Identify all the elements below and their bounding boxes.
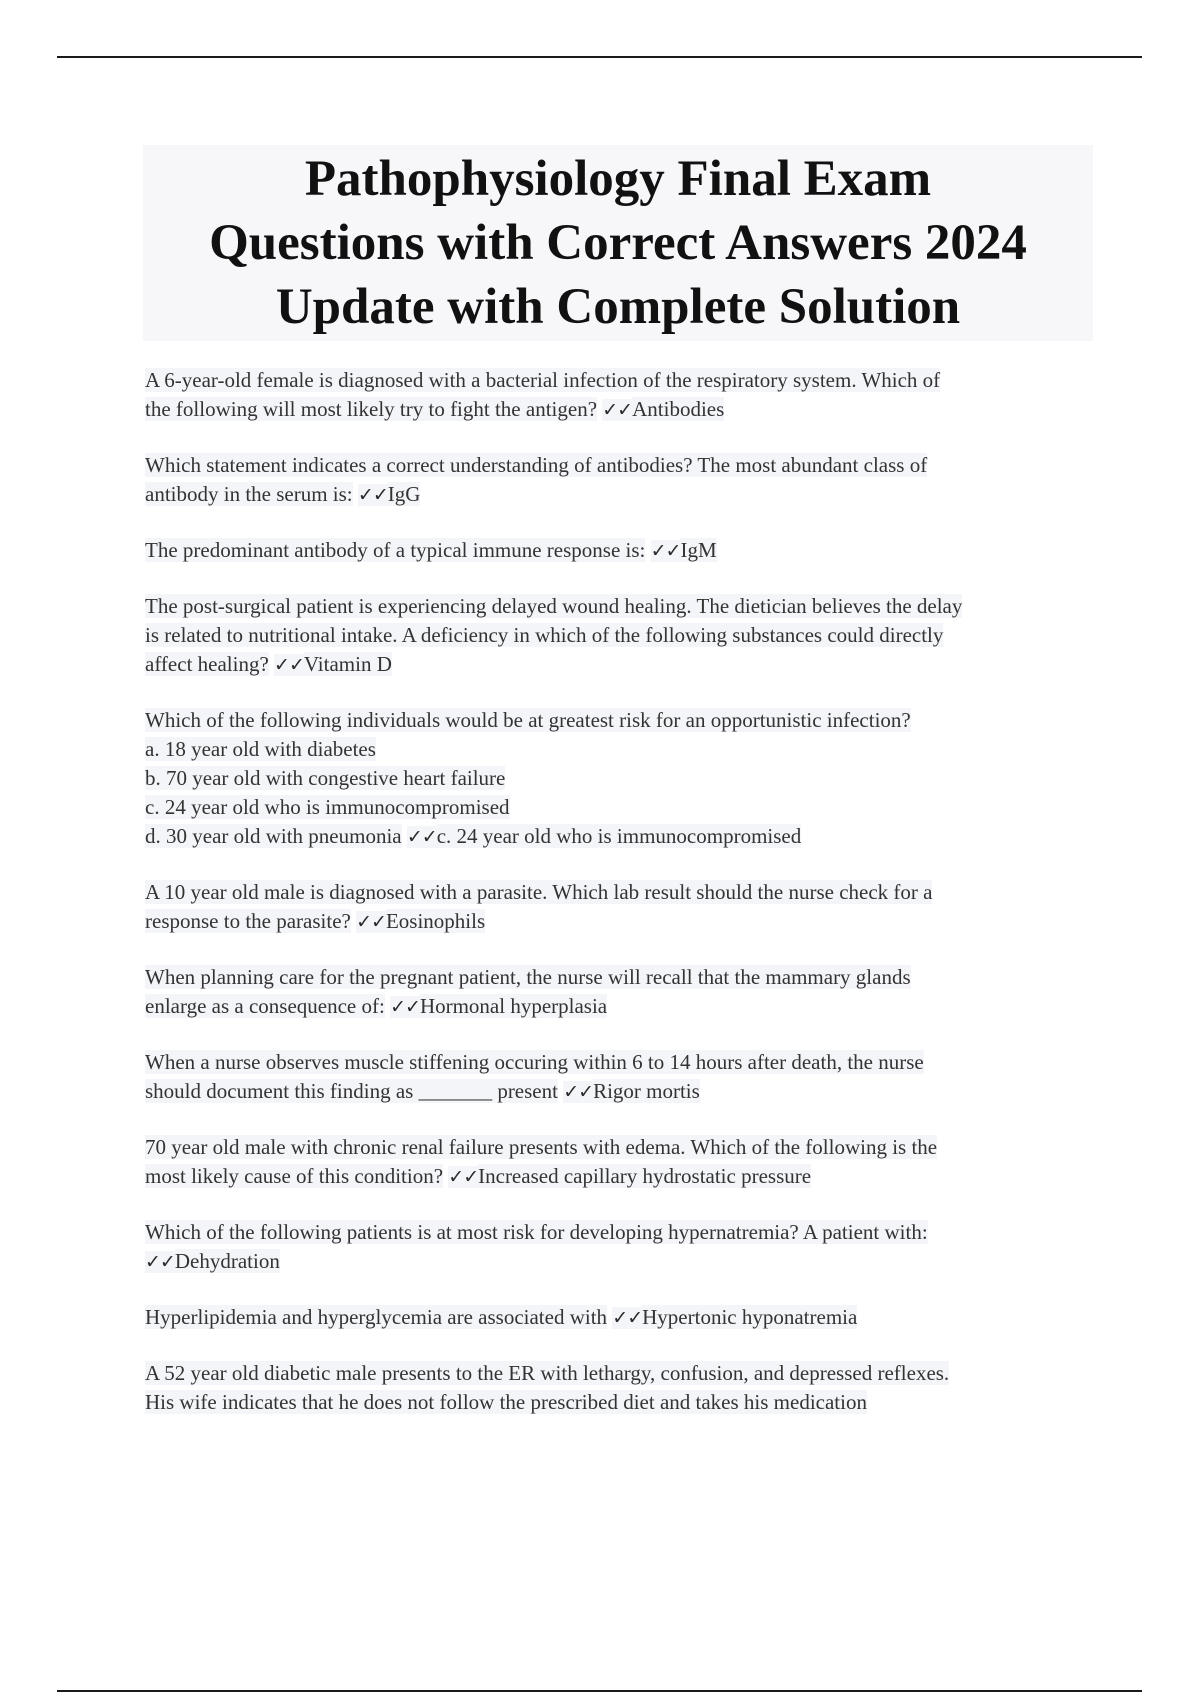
- question-line: [145, 1247, 1105, 1277]
- question-line: [145, 735, 1105, 764]
- answer-text: Rigor mortis: [593, 1079, 700, 1103]
- question-item: [145, 1303, 1105, 1333]
- answer-text: Hypertonic hyponatremia: [642, 1305, 858, 1329]
- question-line: [145, 1218, 1105, 1247]
- question-text: The predominant antibody of a typical immune response is:: [145, 538, 646, 562]
- question-line: [145, 878, 1105, 907]
- question-text: the following will most likely try to fight the antigen?: [145, 397, 598, 421]
- question-line: [145, 1133, 1105, 1162]
- answer-text: Vitamin D: [303, 652, 392, 676]
- title-line-2: Questions with Correct Answers 2024: [209, 215, 1027, 271]
- question-line: [145, 366, 1105, 395]
- answer-text: c. 24 year old who is immunocompromised: [436, 824, 802, 848]
- answer-text: Hormonal hyperplasia: [419, 994, 608, 1018]
- question-line: [145, 1077, 1105, 1107]
- check-icon: ✓✓: [650, 540, 681, 562]
- answer-text: Eosinophils: [385, 909, 486, 933]
- question-text: When a nurse observes muscle stiffening occuring within 6 to 14 hours after death, the nurse: [145, 1050, 924, 1074]
- question-item: [145, 366, 1105, 425]
- check-icon: ✓✓: [356, 911, 386, 933]
- check-icon: ✓✓: [406, 826, 437, 848]
- question-line: [145, 650, 1105, 680]
- question-line: [145, 621, 1105, 650]
- question-line: [145, 1303, 1105, 1333]
- question-text: A 6-year-old female is diagnosed with a bacterial infection of the respiratory system. Which of: [145, 368, 941, 392]
- answer-text: Increased capillary hydrostatic pressure: [478, 1164, 812, 1188]
- question-text: response to the parasite?: [145, 909, 351, 933]
- question-line: [145, 1388, 1105, 1417]
- question-line: [145, 764, 1105, 793]
- question-item: [145, 451, 1105, 510]
- answer-text: IgM: [680, 538, 717, 562]
- question-line: [145, 451, 1105, 480]
- question-item: [145, 878, 1105, 937]
- question-text: Which statement indicates a correct understanding of antibodies? The most abundant class of: [145, 453, 928, 477]
- question-line: [145, 907, 1105, 937]
- check-icon: ✓✓: [612, 1307, 643, 1329]
- question-text: Which of the following patients is at most risk for developing hypernatremia? A patient with:: [145, 1220, 928, 1244]
- check-icon: ✓✓: [274, 654, 304, 676]
- question-text: A 52 year old diabetic male presents to the ER with lethargy, confusion, and depressed reflexes.: [145, 1361, 950, 1385]
- answer-text: Antibodies: [632, 397, 725, 421]
- question-line: [145, 706, 1105, 735]
- check-icon: ✓✓: [357, 484, 388, 506]
- question-text: Hyperlipidemia and hyperglycemia are associated with: [145, 1305, 608, 1329]
- question-item: [145, 1359, 1105, 1417]
- question-line: [145, 992, 1105, 1022]
- question-line: [145, 395, 1105, 425]
- question-text: a. 18 year old with diabetes: [145, 737, 376, 761]
- question-line: [145, 1359, 1105, 1388]
- answer-text: IgG: [387, 482, 421, 506]
- question-item: [145, 1218, 1105, 1277]
- check-icon: ✓✓: [448, 1166, 479, 1188]
- question-text: is related to nutritional intake. A deficiency in which of the following substances could directly: [145, 623, 944, 647]
- question-line: [145, 963, 1105, 992]
- question-text: should document this finding as _______ present: [145, 1079, 558, 1103]
- question-text: The post-surgical patient is experiencing delayed wound healing. The dietician believes the delay: [145, 594, 963, 618]
- question-line: [145, 793, 1105, 822]
- question-text: Which of the following individuals would be at greatest risk for an opportunistic infection?: [145, 708, 911, 732]
- question-line: [145, 536, 1105, 566]
- check-icon: ✓✓: [563, 1081, 594, 1103]
- title-line-1: Pathophysiology Final Exam: [304, 151, 932, 207]
- question-text: antibody in the serum is:: [145, 482, 353, 506]
- title-line-3: Update with Complete Solution: [275, 279, 961, 335]
- check-icon: ✓✓: [145, 1251, 175, 1273]
- question-item: [145, 963, 1105, 1022]
- question-item: [145, 536, 1105, 566]
- question-text: d. 30 year old with pneumonia: [145, 824, 402, 848]
- bottom-rule: [57, 1690, 1142, 1692]
- question-line: [145, 1162, 1105, 1192]
- question-text: A 10 year old male is diagnosed with a parasite. Which lab result should the nurse check for a: [145, 880, 933, 904]
- question-text: c. 24 year old who is immunocompromised: [145, 795, 510, 819]
- top-rule: [57, 56, 1142, 58]
- question-text: When planning care for the pregnant patient, the nurse will recall that the mammary glands: [145, 965, 911, 989]
- question-text: b. 70 year old with congestive heart failure: [145, 766, 506, 790]
- question-line: [145, 822, 1105, 852]
- question-item: [145, 592, 1105, 680]
- question-item: [145, 1133, 1105, 1192]
- answer-text: Dehydration: [174, 1249, 280, 1273]
- check-icon: ✓✓: [602, 399, 633, 421]
- question-list: [145, 366, 1105, 1443]
- question-text: 70 year old male with chronic renal failure presents with edema. Which of the following is the: [145, 1135, 938, 1159]
- question-text: His wife indicates that he does not follow the prescribed diet and takes his medication: [145, 1390, 867, 1414]
- question-item: [145, 1048, 1105, 1107]
- document-title: [143, 145, 1093, 341]
- question-text: most likely cause of this condition?: [145, 1164, 444, 1188]
- question-text: affect healing?: [145, 652, 269, 676]
- question-line: [145, 592, 1105, 621]
- question-text: enlarge as a consequence of:: [145, 994, 385, 1018]
- question-line: [145, 1048, 1105, 1077]
- question-item: [145, 706, 1105, 852]
- check-icon: ✓✓: [390, 996, 420, 1018]
- question-line: [145, 480, 1105, 510]
